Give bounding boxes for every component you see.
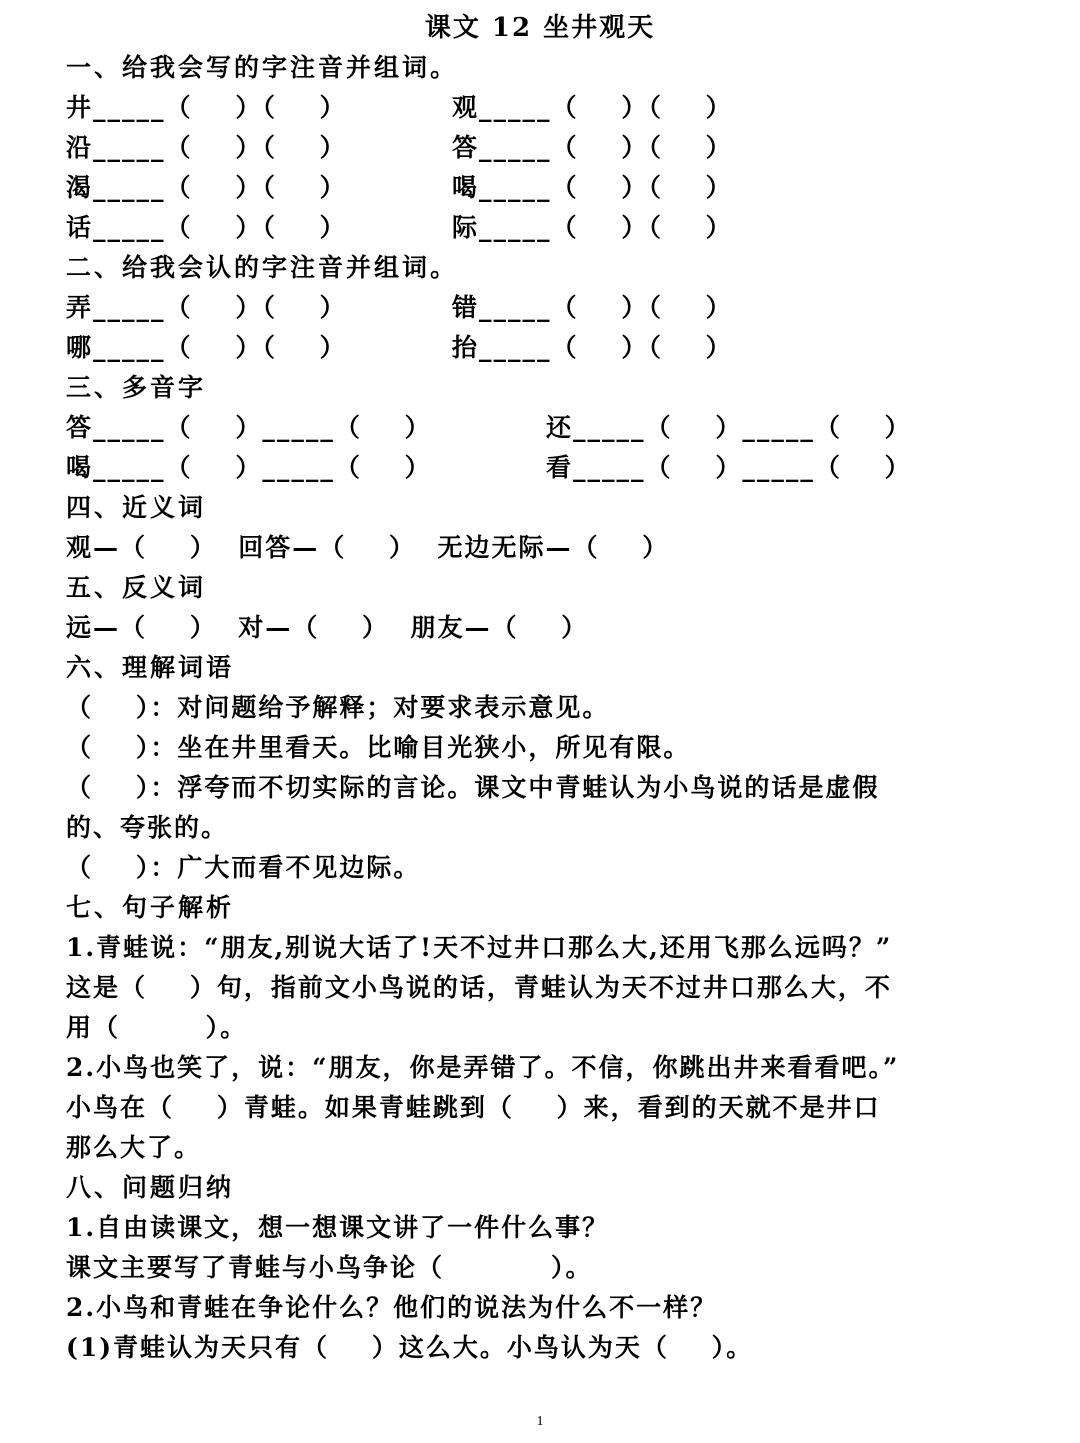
question-line: 2.小鸟和青蛙在争论什么？他们的说法为什么不一样？	[66, 1293, 718, 1322]
question-line: 1.自由读课文，想一想课文讲了一件什么事？	[66, 1213, 610, 1242]
sentence-line: 2.小鸟也笑了，说：“朋友，你是弄错了。不信，你跳出井来看看吧。”	[66, 1053, 900, 1082]
page-number: 1	[536, 1414, 544, 1429]
question-line: 课文主要写了青蛙与小鸟争论（ ）。	[66, 1253, 593, 1282]
exercise-item-left: 渴_____（ ）（ ）	[66, 173, 347, 202]
sentence-line: 1.青蛙说：“朋友,别说大话了!天不过井口那么大,还用飞那么远吗？”	[66, 933, 893, 962]
section-heading-1: 一、给我会写的字注音并组词。	[66, 53, 459, 82]
exercise-row	[66, 168, 1016, 208]
sentence-line: 用（ ）。	[66, 1013, 248, 1042]
antonym-line: 远—（ ） 对—（ ） 朋友—（ ）	[66, 613, 589, 642]
exercise-item-left: 弄_____（ ）（ ）	[66, 293, 347, 322]
section-heading-4: 四、近义词	[66, 493, 207, 522]
exercise-row	[66, 128, 1016, 168]
exercise-item-left: 答_____（ ）_____（ ）	[66, 413, 432, 442]
exercise-item-left: 哪_____（ ）（ ）	[66, 333, 347, 362]
exercise-row	[66, 328, 1016, 368]
sentence-line: 这是（ ）句，指前文小鸟说的话，青蛙认为天不过井口那么大，不	[66, 973, 892, 1002]
exercise-item-left: 喝_____（ ）_____（ ）	[66, 453, 432, 482]
sentence-line: 小鸟在（ ）青蛙。如果青蛙跳到（ ）来，看到的天就不是井口	[66, 1093, 881, 1122]
exercise-row	[66, 448, 1026, 488]
exercise-item-right: 错_____（ ）（ ）	[452, 293, 733, 322]
exercise-row	[66, 208, 1016, 248]
question-line: (1)青蛙认为天只有（ ）这么大。小鸟认为天（ ）。	[66, 1333, 754, 1362]
exercise-item-right: 答_____（ ）（ ）	[452, 133, 733, 162]
page-title: 课文 12 坐井观天	[424, 13, 656, 43]
exercise-row	[66, 288, 1016, 328]
exercise-item-left: 话_____（ ）（ ）	[66, 213, 347, 242]
exercise-item-right: 观_____（ ）（ ）	[452, 93, 733, 122]
exercise-item-left: 沿_____（ ）（ ）	[66, 133, 347, 162]
section-heading-8: 八、问题归纳	[66, 1173, 235, 1202]
synonym-line: 观—（ ） 回答—（ ） 无边无际—（ ）	[66, 533, 670, 562]
sentence-line: 那么大了。	[66, 1133, 202, 1162]
definition-line: （ ）：坐在井里看天。比喻目光狭小，所见有限。	[66, 733, 691, 762]
definition-line: （ ）：广大而看不见边际。	[66, 853, 421, 882]
exercise-item-left: 井_____（ ）（ ）	[66, 93, 347, 122]
section-heading-6: 六、理解词语	[66, 653, 235, 682]
exercise-item-right: 看_____（ ）_____（ ）	[546, 453, 912, 482]
definition-line: （ ）：对问题给予解释；对要求表示意见。	[66, 693, 610, 722]
section-heading-7: 七、句子解析	[66, 893, 235, 922]
section-heading-5: 五、反义词	[66, 573, 207, 602]
section-heading-2: 二、给我会认的字注音并组词。	[66, 253, 459, 282]
definition-line: （ ）：浮夸而不切实际的言论。课文中青蛙认为小鸟说的话是虚假	[66, 773, 880, 802]
exercise-item-right: 喝_____（ ）（ ）	[452, 173, 733, 202]
definition-line: 的、夸张的。	[66, 813, 229, 842]
exercise-row	[66, 408, 1026, 448]
section-heading-3: 三、多音字	[66, 373, 207, 402]
exercise-item-right: 还_____（ ）_____（ ）	[546, 413, 912, 442]
exercise-row	[66, 88, 1016, 128]
exercise-item-right: 抬_____（ ）（ ）	[452, 333, 733, 362]
exercise-item-right: 际_____（ ）（ ）	[452, 213, 733, 242]
